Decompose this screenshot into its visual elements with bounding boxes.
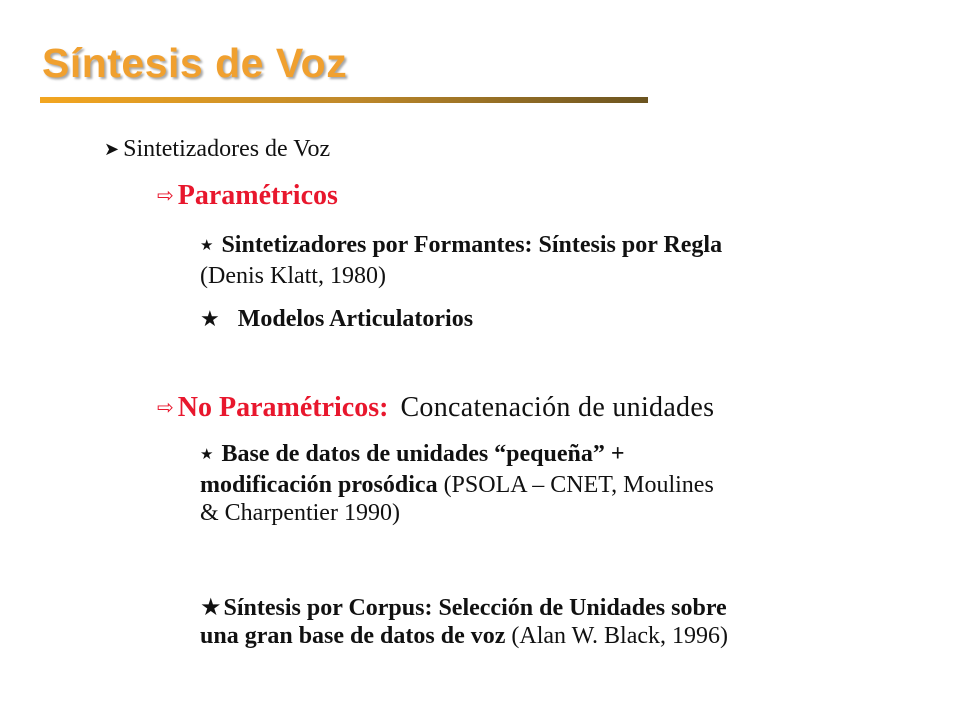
item-formantes	[200, 231, 920, 290]
outline-arrow-icon: ⇨	[157, 185, 174, 207]
subheading-text: Paramétricos	[177, 180, 338, 211]
subheading-parametricos	[157, 180, 338, 212]
outline-arrow-icon: ⇨	[157, 397, 174, 419]
star-icon: ★	[200, 238, 214, 254]
bullet-sintetizadores	[104, 136, 330, 163]
item-bold-text: Base de datos de unidades “pequeña” +	[221, 441, 625, 467]
item-reference: (Denis Klatt, 1980)	[200, 263, 386, 289]
bullet-text: Sintetizadores de Voz	[123, 136, 331, 162]
item-reference-2: & Charpentier 1990)	[200, 500, 400, 526]
item-reference: (Alan W. Black, 1996)	[511, 623, 729, 649]
star-icon: ★	[200, 447, 214, 463]
item-bold-text-2: modificación prosódica	[200, 472, 438, 498]
item-corpus	[200, 594, 920, 650]
item-bold-text: Sintetizadores por Formantes: Síntesis por Regla	[221, 232, 723, 258]
slide-title: Síntesis de Voz	[42, 40, 348, 86]
item-bold-text: Modelos Articulatorios	[237, 306, 474, 332]
subheading-rest-text: Concatenación de unidades	[400, 392, 715, 423]
item-bold-text: Síntesis por Corpus: Selección de Unidades sobre	[223, 595, 727, 621]
item-bold-text-2: una gran base de datos de voz	[200, 623, 506, 649]
title-underline	[40, 97, 648, 103]
subheading-no-parametricos	[157, 392, 714, 424]
star-icon: ★	[200, 595, 222, 621]
item-reference: (PSOLA – CNET, Moulines	[443, 472, 714, 498]
star-icon: ★	[200, 306, 220, 331]
subheading-text: No Paramétricos:	[177, 392, 389, 423]
item-articulatorios	[200, 305, 920, 333]
arrowhead-bullet-icon: ➤	[104, 139, 120, 159]
item-psola	[200, 440, 920, 527]
